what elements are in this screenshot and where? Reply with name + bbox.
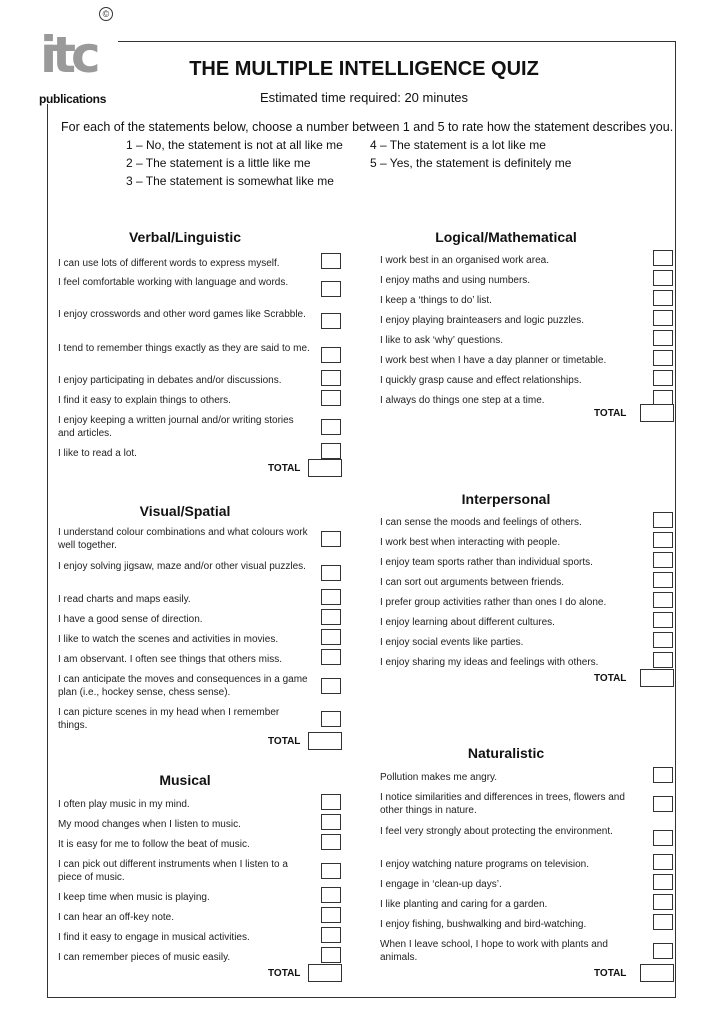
rating-box[interactable] bbox=[321, 347, 341, 363]
statement-text: I can anticipate the moves and consequences in a game plan (i.e., hockey sense, chess sense). bbox=[58, 674, 308, 698]
section-title: Visual/Spatial bbox=[139, 503, 231, 519]
rating-box[interactable] bbox=[321, 589, 341, 605]
section-title: Interpersonal bbox=[461, 491, 551, 507]
rating-box[interactable] bbox=[321, 834, 341, 850]
section-title: Logical/Mathematical bbox=[435, 229, 577, 245]
statement-text: I enjoy crosswords and other word games like Scrabble. bbox=[58, 309, 306, 320]
rating-box[interactable] bbox=[321, 370, 341, 386]
statement-text: I enjoy maths and using numbers. bbox=[380, 275, 531, 286]
logo-publisher: publications bbox=[39, 92, 107, 106]
statement-text: I can sort out arguments between friends. bbox=[380, 577, 564, 588]
rating-box[interactable] bbox=[321, 678, 341, 694]
rating-box[interactable] bbox=[653, 572, 673, 588]
total-label: TOTAL bbox=[268, 968, 301, 979]
statement-text: I always do things one step at a time. bbox=[380, 395, 545, 406]
statement-text: I work best in an organised work area. bbox=[380, 255, 549, 266]
statement-text: Pollution makes me angry. bbox=[380, 772, 498, 783]
rating-box[interactable] bbox=[321, 907, 341, 923]
statement-text: I like to watch the scenes and activities in movies. bbox=[58, 634, 279, 645]
instructions: For each of the statements below, choose a number between 1 and 5 to rate how the statement describes you. bbox=[61, 120, 674, 134]
statement-text: I like to ask ‘why’ questions. bbox=[380, 335, 504, 346]
rating-box[interactable] bbox=[653, 914, 673, 930]
section-title: Verbal/Linguistic bbox=[128, 229, 242, 245]
statement-text: I enjoy social events like parties. bbox=[380, 637, 524, 648]
statement-text: I can pick out different instruments when I listen to a piece of music. bbox=[58, 859, 288, 883]
rating-box[interactable] bbox=[653, 512, 673, 528]
rating-box[interactable] bbox=[321, 711, 341, 727]
statement-text: I work best when interacting with people. bbox=[380, 537, 561, 548]
rating-box[interactable] bbox=[321, 649, 341, 665]
total-box[interactable] bbox=[308, 732, 342, 750]
page-title: THE MULTIPLE INTELLIGENCE QUIZ bbox=[189, 58, 539, 80]
statement-text: I enjoy solving jigsaw, maze and/or other visual puzzles. bbox=[58, 561, 306, 572]
statement-text: When I leave school, I hope to work with plants and animals. bbox=[380, 939, 608, 963]
total-box[interactable] bbox=[640, 404, 674, 422]
statement-text: I feel comfortable working with language and words. bbox=[58, 277, 289, 288]
rating-box[interactable] bbox=[653, 894, 673, 910]
rating-box[interactable] bbox=[653, 652, 673, 668]
rating-box[interactable] bbox=[321, 947, 341, 963]
rating-box[interactable] bbox=[653, 310, 673, 326]
statement-text: I understand colour combinations and what colours work well together. bbox=[58, 527, 308, 551]
rating-box[interactable] bbox=[653, 350, 673, 366]
statement-text: I enjoy participating in debates and/or discussions. bbox=[58, 375, 282, 386]
itc-logo: itc bbox=[40, 26, 96, 84]
total-box[interactable] bbox=[640, 964, 674, 982]
total-label: TOTAL bbox=[268, 463, 301, 474]
copyright-icon: © bbox=[99, 7, 113, 21]
statement-text: I engage in ‘clean-up days’. bbox=[380, 879, 502, 890]
rating-box[interactable] bbox=[653, 532, 673, 548]
rating-box[interactable] bbox=[653, 632, 673, 648]
statement-text: I can use lots of different words to express myself. bbox=[58, 258, 280, 269]
statement-text: I prefer group activities rather than ones I do alone. bbox=[380, 597, 607, 608]
rating-box[interactable] bbox=[321, 565, 341, 581]
rating-box[interactable] bbox=[321, 253, 341, 269]
scale-item: 4 – The statement is a lot like me bbox=[370, 138, 546, 152]
rating-box[interactable] bbox=[653, 290, 673, 306]
rating-box[interactable] bbox=[653, 943, 673, 959]
rating-box[interactable] bbox=[321, 814, 341, 830]
statement-text: I tend to remember things exactly as they are said to me. bbox=[58, 343, 310, 354]
rating-box[interactable] bbox=[653, 370, 673, 386]
rating-box[interactable] bbox=[653, 552, 673, 568]
statement-text: I work best when I have a day planner or timetable. bbox=[380, 355, 607, 366]
statement-text: I keep time when music is playing. bbox=[58, 892, 210, 903]
statement-text: I like planting and caring for a garden. bbox=[380, 899, 548, 910]
statement-text: My mood changes when I listen to music. bbox=[58, 819, 241, 830]
rating-box[interactable] bbox=[653, 592, 673, 608]
total-box[interactable] bbox=[308, 459, 342, 477]
statement-text: I like to read a lot. bbox=[58, 448, 137, 459]
rating-box[interactable] bbox=[653, 330, 673, 346]
rating-box[interactable] bbox=[321, 419, 341, 435]
rating-box[interactable] bbox=[321, 531, 341, 547]
statement-text: I find it easy to engage in musical activities. bbox=[58, 932, 250, 943]
rating-box[interactable] bbox=[321, 281, 341, 297]
statement-text: I enjoy learning about different cultures. bbox=[380, 617, 555, 628]
total-label: TOTAL bbox=[268, 736, 301, 747]
statement-text: I feel very strongly about protecting the environment. bbox=[380, 826, 613, 837]
rating-box[interactable] bbox=[321, 629, 341, 645]
statement-text: I can picture scenes in my head when I remember things. bbox=[58, 707, 280, 731]
total-box[interactable] bbox=[308, 964, 342, 982]
rating-box[interactable] bbox=[653, 767, 673, 783]
rating-box[interactable] bbox=[321, 863, 341, 879]
rating-box[interactable] bbox=[321, 443, 341, 459]
statement-text: I enjoy team sports rather than individual sports. bbox=[380, 557, 593, 568]
rating-box[interactable] bbox=[653, 250, 673, 266]
rating-box[interactable] bbox=[321, 927, 341, 943]
statement-text: I enjoy playing brainteasers and logic puzzles. bbox=[380, 315, 585, 326]
scale-item: 5 – Yes, the statement is definitely me bbox=[370, 156, 572, 170]
statement-text: I often play music in my mind. bbox=[58, 799, 190, 810]
statement-text: I find it easy to explain things to others. bbox=[58, 395, 231, 406]
statement-text: I enjoy keeping a written journal and/or writing stories and articles. bbox=[58, 415, 294, 439]
statement-text: I notice similarities and differences in trees, flowers and other things in nature. bbox=[380, 792, 625, 816]
rating-box[interactable] bbox=[653, 874, 673, 890]
statement-text: I can remember pieces of music easily. bbox=[58, 952, 231, 963]
rating-box[interactable] bbox=[653, 270, 673, 286]
statement-text: I enjoy fishing, bushwalking and bird-watching. bbox=[380, 919, 587, 930]
rating-box[interactable] bbox=[321, 390, 341, 406]
total-label: TOTAL bbox=[594, 408, 627, 419]
rating-box[interactable] bbox=[321, 887, 341, 903]
statement-text: I keep a ‘things to do’ list. bbox=[380, 295, 492, 306]
statement-text: I can hear an off-key note. bbox=[58, 912, 175, 923]
scale-item: 2 – The statement is a little like me bbox=[126, 156, 311, 170]
scale-item: 3 – The statement is somewhat like me bbox=[126, 174, 334, 188]
statement-text: I can sense the moods and feelings of others. bbox=[380, 517, 582, 528]
total-box[interactable] bbox=[640, 669, 674, 687]
rating-box[interactable] bbox=[321, 313, 341, 329]
statement-text: I enjoy watching nature programs on television. bbox=[380, 859, 590, 870]
total-label: TOTAL bbox=[594, 673, 627, 684]
statement-text: I have a good sense of direction. bbox=[58, 614, 203, 625]
estimated-time: Estimated time required: 20 minutes bbox=[259, 90, 469, 105]
rating-box[interactable] bbox=[321, 794, 341, 810]
rating-box[interactable] bbox=[653, 796, 673, 812]
rating-box[interactable] bbox=[653, 854, 673, 870]
statement-text: It is easy for me to follow the beat of music. bbox=[58, 839, 250, 850]
total-label: TOTAL bbox=[594, 968, 627, 979]
statement-text: I read charts and maps easily. bbox=[58, 594, 191, 605]
rating-box[interactable] bbox=[653, 612, 673, 628]
statement-text: I enjoy sharing my ideas and feelings with others. bbox=[380, 657, 599, 668]
scale-item: 1 – No, the statement is not at all like me bbox=[126, 138, 343, 152]
section-title: Musical bbox=[159, 772, 211, 788]
statement-text: I am observant. I often see things that others miss. bbox=[58, 654, 282, 665]
rating-box[interactable] bbox=[653, 830, 673, 846]
rating-box[interactable] bbox=[321, 609, 341, 625]
section-title: Naturalistic bbox=[467, 745, 545, 761]
statement-text: I quickly grasp cause and effect relationships. bbox=[380, 375, 582, 386]
